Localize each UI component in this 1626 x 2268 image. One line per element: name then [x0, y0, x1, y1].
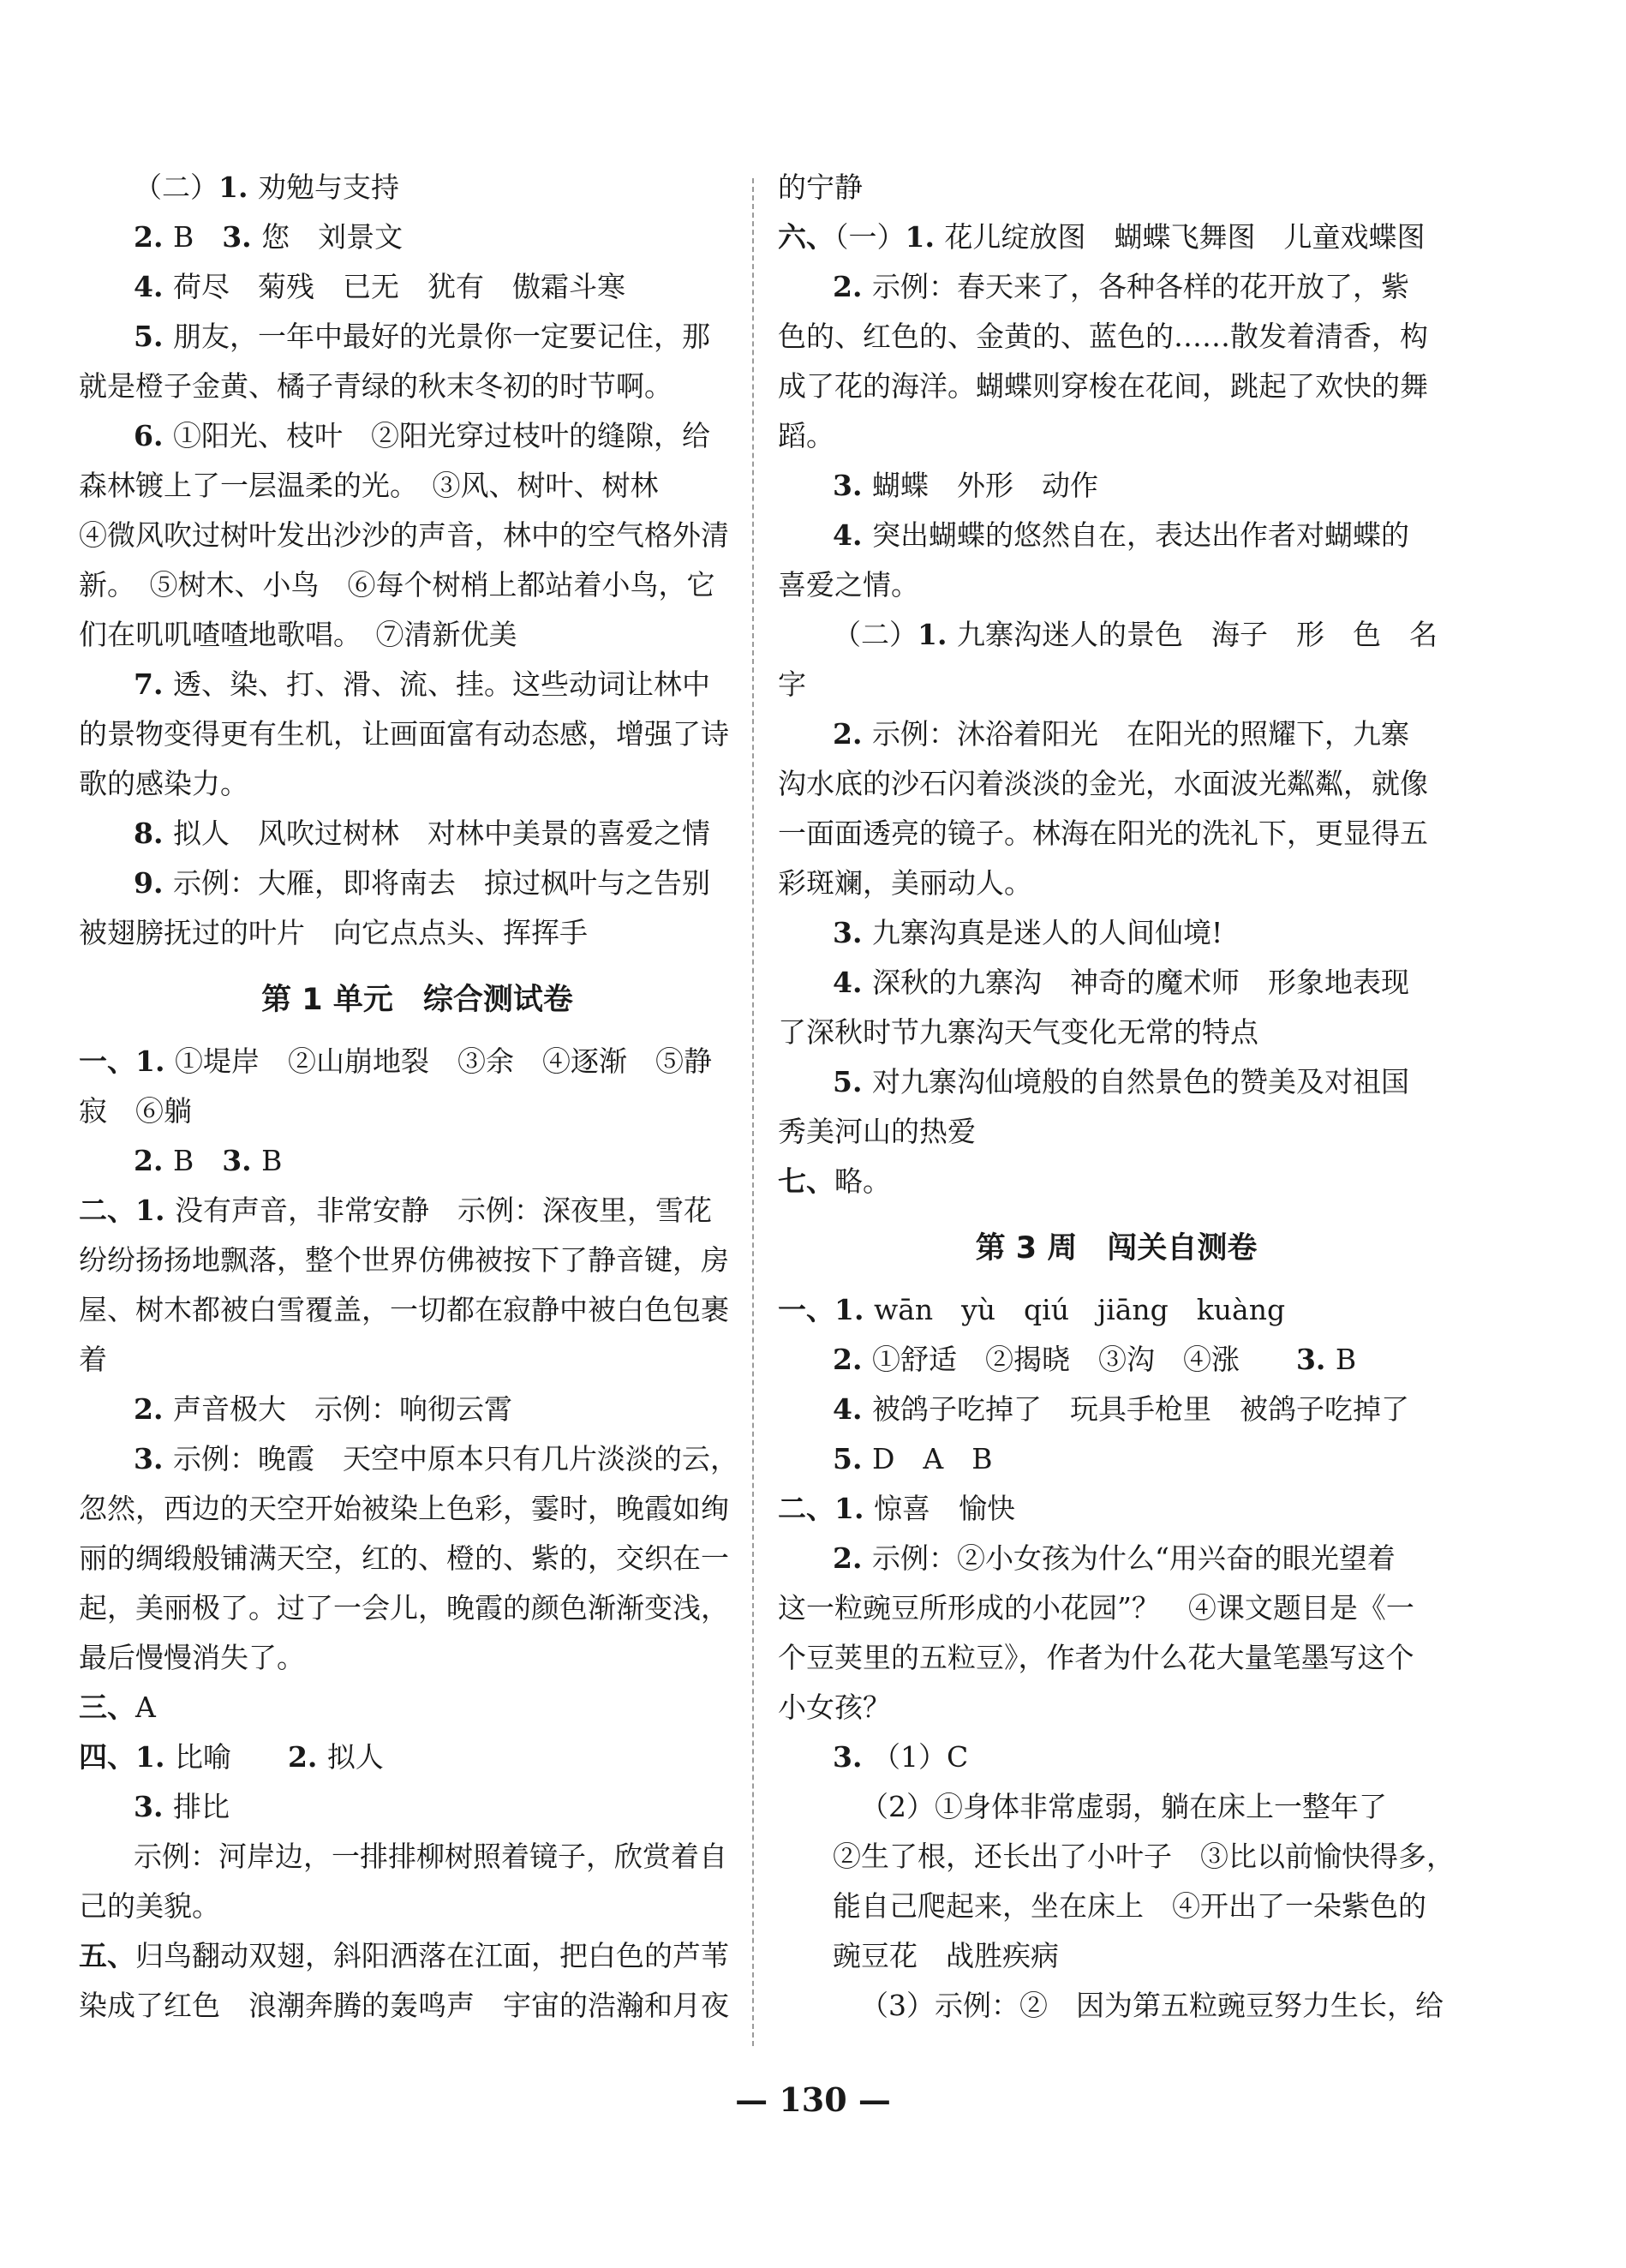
answer-text: 就是橙子金黄、橘子青绿的秋末冬初的时节啊。 [79, 369, 673, 403]
answer-line [778, 212, 1455, 262]
answer-text: 蹈。 [778, 419, 834, 452]
answer-text: （二） [134, 171, 218, 204]
answer-text: 声音极大 示例：响彻云霄 [172, 1392, 512, 1426]
answer-text: 比喻 [174, 1740, 288, 1774]
answer-line [79, 809, 756, 859]
answer-text: 忽然，西边的天空开始被染上色彩，霎时，晚霞如绚 [79, 1492, 729, 1525]
answer-text: 劝勉与支持 [257, 171, 399, 204]
item-number: 7. [134, 667, 173, 701]
item-number: 1. [834, 1293, 874, 1326]
answer-line [79, 660, 756, 709]
answer-line [79, 461, 756, 511]
answer-text: 示例：②小女孩为什么“用兴奋的眼光望着 [871, 1541, 1396, 1575]
item-number: 9. [134, 866, 173, 900]
answer-line [79, 312, 756, 362]
item-number: 2. [134, 1392, 173, 1426]
item-number: 3. [1295, 1343, 1336, 1376]
item-number: 一、 [79, 1044, 135, 1078]
answer-line [778, 1832, 1455, 1882]
answer-line [778, 1633, 1455, 1683]
item-number: 4. [833, 966, 872, 999]
answer-line [778, 1782, 1455, 1832]
answer-text: 了深秋时节九寨沟天气变化无常的特点 [778, 1015, 1258, 1049]
section-heading: 第 1 单元 综合测试卷 [261, 983, 573, 1017]
answer-text: ①阳光、枝叶 ②阳光穿过枝叶的缝隙，给 [172, 419, 710, 452]
answer-line [778, 859, 1455, 908]
answer-line [778, 1484, 1455, 1534]
item-number: 2. [134, 220, 173, 254]
item-number: 2. [833, 717, 872, 751]
item-number: 3. [222, 1144, 262, 1177]
item-number: 3. [833, 1740, 872, 1774]
answer-text: （二） [833, 618, 918, 651]
item-number: 二、 [778, 1492, 834, 1525]
answer-text: B [261, 1144, 283, 1177]
page-number: — 130 — [735, 2080, 891, 2119]
answer-line [79, 1335, 756, 1385]
answer-line [778, 312, 1455, 362]
answer-text: 豌豆花 战胜疾病 [833, 1939, 1059, 1972]
left-column [79, 163, 756, 2031]
answer-text: 九寨沟迷人的景色 海子 形 色 名 [956, 618, 1438, 651]
answer-text: wān yù qiú jiāng kuàng [873, 1293, 1286, 1326]
answer-line [778, 1534, 1455, 1583]
answer-text: ①堤岸 ②山崩地裂 ③余 ④逐渐 ⑤静 [174, 1044, 712, 1078]
answer-text: 深秋的九寨沟 神奇的魔术师 形象地表现 [871, 966, 1409, 999]
item-number: 3. [134, 1790, 173, 1823]
answer-line [778, 1683, 1455, 1732]
answer-text: 寂 ⑥躺 [79, 1094, 192, 1128]
item-number: 5. [833, 1442, 872, 1475]
answer-text: 惊喜 愉快 [873, 1492, 1015, 1525]
answer-text: 突出蝴蝶的悠然自在，表达出作者对蝴蝶的 [871, 518, 1409, 552]
answer-line [79, 1534, 756, 1583]
answer-line [79, 908, 756, 958]
answer-text: 新。 ⑤树木、小鸟 ⑥每个树梢上都站着小鸟，它 [79, 568, 715, 601]
answer-text: 示例：大雁，即将南去 掠过枫叶与之告别 [172, 866, 710, 900]
answer-line [778, 560, 1455, 610]
answer-text: 染成了红色 浪潮奔腾的轰鸣声 宇宙的浩瀚和月夜 [79, 1989, 729, 2022]
answer-line [79, 163, 756, 212]
answer-text: 己的美貌。 [79, 1889, 220, 1923]
answer-text: 秀美河山的热爱 [778, 1115, 976, 1148]
answer-text: 沟水底的沙石闪着淡淡的金光，水面波光粼粼，就像 [778, 767, 1428, 800]
item-number: 2. [287, 1740, 327, 1774]
answer-line [79, 1732, 756, 1782]
right-column [778, 163, 1455, 2031]
answer-line [778, 163, 1455, 212]
answer-line [778, 660, 1455, 709]
item-number: 2. [833, 1343, 872, 1376]
answer-line [778, 759, 1455, 809]
answer-line [79, 610, 756, 660]
answer-line [778, 958, 1455, 1008]
item-number: 3. [222, 220, 262, 254]
answer-text: 示例：春天来了，各种各样的花开放了，紫 [871, 270, 1409, 303]
answer-text: 拟人 风吹过树林 对林中美景的喜爱之情 [172, 817, 710, 850]
answer-line [778, 511, 1455, 560]
answer-text: 小女孩？ [778, 1691, 891, 1724]
answer-text: （2）①身体非常虚弱，躺在床上一整年了 [860, 1790, 1387, 1823]
answer-text: 个豆荚里的五粒豆》，作者为什么花大量笔墨写这个 [778, 1641, 1414, 1674]
answer-line [79, 1583, 756, 1633]
item-number: 四、 [79, 1740, 135, 1774]
answer-text: 您 刘景文 [261, 220, 404, 254]
item-number: 七、 [778, 1164, 834, 1198]
item-number: 8. [134, 817, 173, 850]
answer-text: ②生了根，还长出了小叶子 ③比以前愉快得多， [833, 1840, 1455, 1873]
answer-line [778, 1931, 1455, 1981]
answer-line [79, 1136, 756, 1186]
answer-line [778, 362, 1455, 411]
item-number: 2. [134, 1144, 173, 1177]
answer-line [79, 511, 756, 560]
item-number: 五、 [79, 1939, 135, 1972]
answer-line [79, 212, 756, 262]
answer-text: ④微风吹过树叶发出沙沙的声音，林中的空气格外清 [79, 518, 729, 552]
column-divider [752, 178, 754, 2046]
answer-line [778, 1008, 1455, 1057]
answer-text: 示例：河岸边，一排排柳树照着镜子，欣赏着自 [134, 1840, 727, 1873]
answer-text: B [172, 1144, 223, 1177]
answer-line [778, 1285, 1455, 1335]
answer-line [79, 859, 756, 908]
answer-text: 排比 [172, 1790, 230, 1823]
answer-line [778, 461, 1455, 511]
answer-line [778, 1385, 1455, 1434]
answer-line [778, 809, 1455, 859]
answer-line [778, 1157, 1455, 1206]
answer-text: 略。 [834, 1164, 891, 1198]
answer-text: 喜爱之情。 [778, 568, 919, 601]
answer-text: 荷尽 菊残 已无 犹有 傲霜斗寒 [172, 270, 625, 303]
answer-line [778, 1583, 1455, 1633]
item-number: 3. [833, 469, 872, 502]
answer-line [79, 1832, 756, 1882]
section-heading: 第 3 周 闯关自测卷 [975, 1231, 1258, 1266]
answer-text: （1）C [871, 1740, 969, 1774]
answer-line [778, 1057, 1455, 1107]
answer-text: 被鸽子吃掉了 玩具手枪里 被鸽子吃掉了 [871, 1392, 1409, 1426]
item-number: 六、 [778, 220, 834, 254]
item-number: 3. [134, 1442, 173, 1475]
answer-text: 九寨沟真是迷人的人间仙境! [871, 916, 1223, 949]
answer-text: A [135, 1691, 156, 1724]
item-number: 1. [834, 1492, 874, 1525]
answer-text: 被翅膀抚过的叶片 向它点点头、挥挥手 [79, 916, 588, 949]
answer-text: 示例：晚霞 天空中原本只有几片淡淡的云， [172, 1442, 738, 1475]
answer-text: 森林镀上了一层温柔的光。 ③风、树叶、树林 [79, 469, 659, 502]
answer-text: 一面面透亮的镜子。林海在阳光的洗礼下，更显得五 [778, 817, 1428, 850]
answer-text: 最后慢慢消失了。 [79, 1641, 305, 1674]
answer-text: 成了花的海洋。蝴蝶则穿梭在花间，跳起了欢快的舞 [778, 369, 1428, 403]
item-number: 2. [833, 270, 872, 303]
answer-text: （一） [834, 220, 906, 254]
item-number: 一、 [778, 1293, 834, 1326]
answer-text: 归鸟翻动双翅，斜阳洒落在江面，把白色的芦苇 [135, 1939, 729, 1972]
answer-line [778, 610, 1455, 660]
answer-text: 拟人 [326, 1740, 384, 1774]
answer-text: B [172, 220, 223, 254]
answer-line [79, 362, 756, 411]
answer-line [79, 262, 756, 312]
answer-text: 这一粒豌豆所形成的小花园”？ ④课文题目是《一 [778, 1591, 1414, 1625]
answer-text: 对九寨沟仙境般的自然景色的赞美及对祖国 [871, 1065, 1409, 1098]
answer-line [778, 1434, 1455, 1484]
answer-line [79, 1683, 756, 1732]
item-number: 5. [833, 1065, 872, 1098]
answer-text: 色的、红色的、金黄的、蓝色的……散发着清香，构 [778, 320, 1428, 353]
item-number: 1. [218, 171, 258, 204]
answer-text: 丽的绸缎般铺满天空，红的、橙的、紫的，交织在一 [79, 1541, 729, 1575]
answer-text: （3）示例：② 因为第五粒豌豆努力生长，给 [860, 1989, 1444, 2022]
answer-line [79, 1981, 756, 2031]
answer-text: 透、染、打、滑、流、挂。这些动词让林中 [172, 667, 710, 701]
answer-text: 彩斑斓，美丽动人。 [778, 866, 1032, 900]
answer-text: 蝴蝶 外形 动作 [871, 469, 1098, 502]
answer-line [79, 1931, 756, 1981]
answer-line [79, 1385, 756, 1434]
item-number: 1. [135, 1194, 175, 1227]
answer-line [79, 759, 756, 809]
answer-text: 纷纷扬扬地飘落，整个世界仿佛被按下了静音键，房 [79, 1243, 729, 1277]
answer-text: 字 [778, 667, 806, 701]
answer-line [79, 1186, 756, 1236]
answer-text: 歌的感染力。 [79, 767, 248, 800]
answer-line [79, 1434, 756, 1484]
answer-line [79, 1633, 756, 1683]
answer-text: B [1335, 1343, 1357, 1376]
item-number: 1. [135, 1740, 175, 1774]
item-number: 6. [134, 419, 173, 452]
answer-text: 的宁静 [778, 171, 863, 204]
answer-line [79, 1285, 756, 1335]
answer-text: 花儿绽放图 蝴蝶飞舞图 儿童戏蝶图 [944, 220, 1426, 254]
answer-line [778, 1732, 1455, 1782]
item-number: 4. [833, 518, 872, 552]
answer-line [79, 560, 756, 610]
item-number: 4. [134, 270, 173, 303]
answer-line [778, 411, 1455, 461]
answer-line [79, 1086, 756, 1136]
answer-line [778, 1335, 1455, 1385]
answer-line [778, 262, 1455, 312]
answer-line [778, 1981, 1455, 2031]
answer-text: 起，美丽极了。过了一会儿，晚霞的颜色渐渐变浅， [79, 1591, 729, 1625]
answer-text: 朋友，一年中最好的光景你一定要记住，那 [172, 320, 710, 353]
answer-text: 的景物变得更有生机，让画面富有动态感，增强了诗 [79, 717, 729, 751]
answer-text: 示例：沐浴着阳光 在阳光的照耀下，九寨 [871, 717, 1409, 751]
answer-line [778, 1107, 1455, 1157]
answer-text: D A B [871, 1442, 993, 1475]
item-number: 1. [905, 220, 945, 254]
item-number: 1. [918, 618, 957, 651]
item-number: 4. [833, 1392, 872, 1426]
answer-line [79, 1484, 756, 1534]
answer-line [778, 908, 1455, 958]
answer-text: 能自己爬起来，坐在床上 ④开出了一朵紫色的 [833, 1889, 1426, 1923]
answer-text: 着 [79, 1343, 107, 1376]
answer-text: ①舒适 ②揭晓 ③沟 ④涨 [871, 1343, 1296, 1376]
answer-line [79, 411, 756, 461]
item-number: 5. [134, 320, 173, 353]
item-number: 3. [833, 916, 872, 949]
answer-text: 们在叽叽喳喳地歌唱。 ⑦清新优美 [79, 618, 517, 651]
answer-line [79, 1782, 756, 1832]
item-number: 2. [833, 1541, 872, 1575]
answer-line [79, 1882, 756, 1931]
item-number: 二、 [79, 1194, 135, 1227]
answer-line [79, 1037, 756, 1086]
answer-line [778, 1882, 1455, 1931]
item-number: 三、 [79, 1691, 135, 1724]
answer-line [79, 709, 756, 759]
answer-text: 屋、树木都被白雪覆盖，一切都在寂静中被白色包裹 [79, 1293, 729, 1326]
answer-line [79, 1236, 756, 1285]
answer-text: 没有声音，非常安静 示例：深夜里，雪花 [174, 1194, 712, 1227]
answer-line [778, 709, 1455, 759]
item-number: 1. [135, 1044, 175, 1078]
